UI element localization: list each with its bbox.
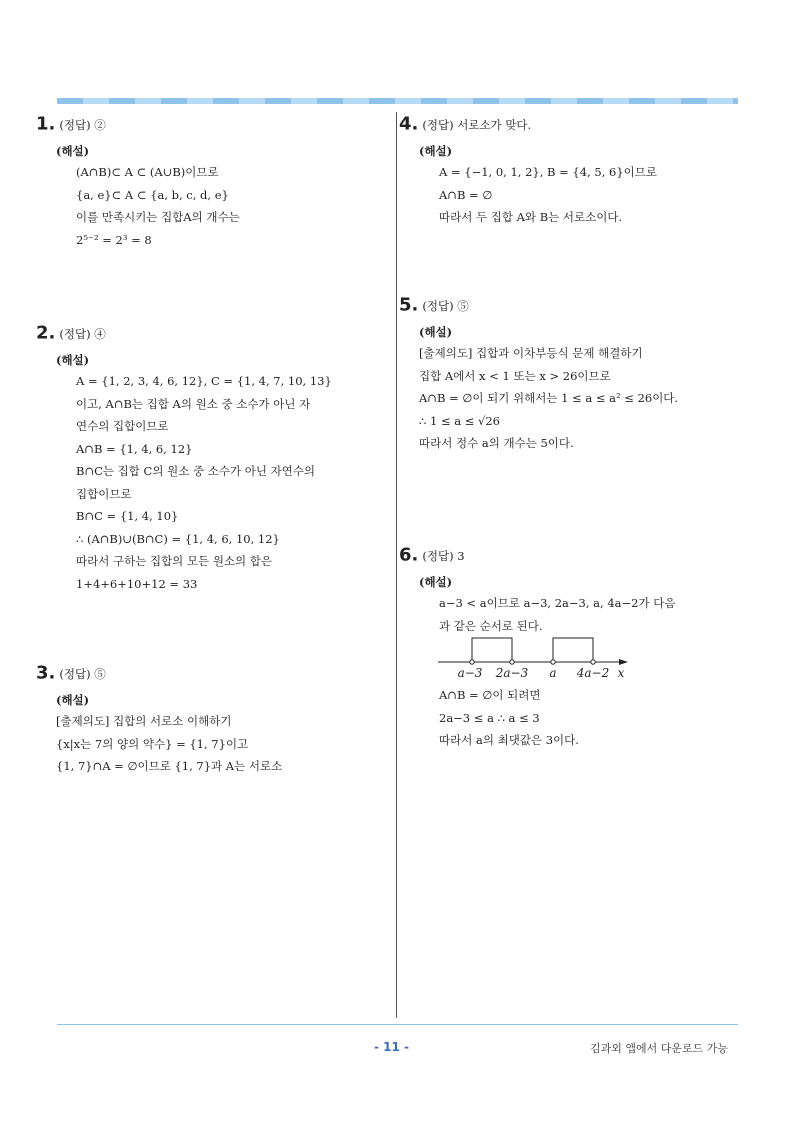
- point-label: a: [549, 666, 557, 680]
- problem-number: 6.: [399, 544, 419, 566]
- point-marker: [510, 660, 514, 664]
- problem-number: 5.: [399, 294, 419, 316]
- explanation-line: (A∩B)⊂ A ⊂ (A∪B)이므로: [76, 165, 219, 179]
- problem-number: 2.: [36, 322, 56, 344]
- explanation-label: (해설): [56, 693, 90, 707]
- point-marker: [591, 660, 595, 664]
- problem-number: 3.: [36, 662, 56, 684]
- explanation-line: 따라서 구하는 집합의 모든 원소의 합은: [76, 554, 273, 568]
- explanation-line: ∴ (A∩B)∪(B∩C) = {1, 4, 6, 10, 12}: [76, 531, 280, 546]
- explanation-line: 이고, A∩B는 집합 A의 원소 중 소수가 아닌 자: [76, 396, 311, 411]
- problem-3: [36, 662, 282, 778]
- axis-label: x: [617, 666, 625, 680]
- explanation-line: ∴ 1 ≤ a ≤ √26: [419, 413, 500, 428]
- explanation-line: A = {1, 2, 3, 4, 6, 12}, C = {1, 4, 7, 10, 13}: [76, 374, 332, 388]
- answer: (정답) 3: [422, 548, 465, 563]
- explanation-label: (해설): [56, 144, 90, 158]
- point-marker: [551, 660, 555, 664]
- explanation-line: {1, 7}∩A = ∅이므로 {1, 7}과 A는 서로소: [56, 759, 283, 773]
- problem-2: [36, 322, 332, 595]
- number-line-diagram: [438, 633, 638, 681]
- explanation-label: (해설): [56, 353, 90, 367]
- explanation-line: A∩B = {1, 4, 6, 12}: [76, 441, 193, 456]
- point-marker: [470, 660, 474, 664]
- explanation-line: A∩B = ∅이 되기 위해서는 1 ≤ a ≤ a² ≤ 26이다.: [419, 391, 679, 405]
- header-stripe: [57, 98, 738, 104]
- interval-box: [553, 638, 593, 662]
- explanation-label: (해설): [419, 144, 453, 158]
- column-divider: [396, 112, 397, 1018]
- explanation-line: 연수의 집합이므로: [76, 419, 169, 433]
- footer-note: 김과외 앱에서 다운로드 가능: [589, 1042, 728, 1055]
- explanation-label: (해설): [419, 575, 453, 589]
- point-label: 2a−3: [495, 666, 529, 680]
- problem-number: 4.: [399, 113, 419, 135]
- point-label: a−3: [457, 666, 483, 680]
- explanation-line: [출제의도] 집합과 이차부등식 문제 해결하기: [419, 346, 643, 360]
- page-number: - 11 -: [374, 1040, 410, 1054]
- explanation-line: a−3 < a이므로 a−3, 2a−3, a, 4a−2가 다음: [439, 596, 676, 610]
- axis-arrow: [619, 659, 628, 665]
- answer: (정답) ④: [59, 326, 106, 341]
- explanation-label: (해설): [419, 325, 453, 339]
- interval-box: [472, 638, 512, 662]
- explanation-line: 따라서 a의 최댓값은 3이다.: [439, 733, 579, 747]
- answer: (정답) ②: [59, 117, 106, 132]
- explanation-line: B∩C는 집합 C의 원소 중 소수가 아닌 자연수의: [76, 464, 316, 478]
- explanation-line: A = {−1, 0, 1, 2}, B = {4, 5, 6}이므로: [439, 165, 657, 179]
- point-label: 4a−2: [576, 666, 610, 680]
- problem-number: 1.: [36, 113, 56, 135]
- problem-5: [399, 294, 678, 455]
- explanation-line: 집합 A에서 x < 1 또는 x > 26이므로: [419, 368, 611, 383]
- explanation-line: {a, e}⊂ A ⊂ {a, b, c, d, e}: [76, 187, 229, 202]
- explanation-line: 따라서 정수 a의 개수는 5이다.: [419, 436, 574, 450]
- explanation-line: A∩B = ∅: [439, 187, 493, 202]
- problem-4: [399, 113, 657, 229]
- explanation-line: 1+4+6+10+12 = 33: [76, 576, 198, 591]
- explanation-line: 2⁵⁻² = 2³ = 8: [76, 232, 152, 247]
- answer: (정답) 서로소가 맞다.: [422, 117, 532, 132]
- explanation-line: 이를 만족시키는 집합A의 개수는: [76, 210, 240, 224]
- answer: (정답) ⑤: [59, 666, 106, 681]
- explanation-line: B∩C = {1, 4, 10}: [76, 509, 179, 523]
- problem-6: [399, 544, 675, 637]
- footer-rule: [57, 1024, 738, 1025]
- answer: (정답) ⑤: [422, 298, 469, 313]
- explanation-line: {x|x는 7의 양의 약수} = {1, 7}이고: [56, 736, 249, 751]
- problem-1: [36, 113, 240, 251]
- explanation-line: 2a−3 ≤ a ∴ a ≤ 3: [439, 710, 540, 725]
- explanation-line: [출제의도] 집합의 서로소 이해하기: [56, 714, 232, 728]
- explanation-line: 과 같은 순서로 된다.: [439, 618, 543, 633]
- problem-6-continued: [399, 684, 579, 752]
- explanation-line: 집합이므로: [76, 486, 132, 501]
- explanation-line: A∩B = ∅이 되려면: [439, 688, 541, 702]
- explanation-line: 따라서 두 집합 A와 B는 서로소이다.: [439, 210, 623, 224]
